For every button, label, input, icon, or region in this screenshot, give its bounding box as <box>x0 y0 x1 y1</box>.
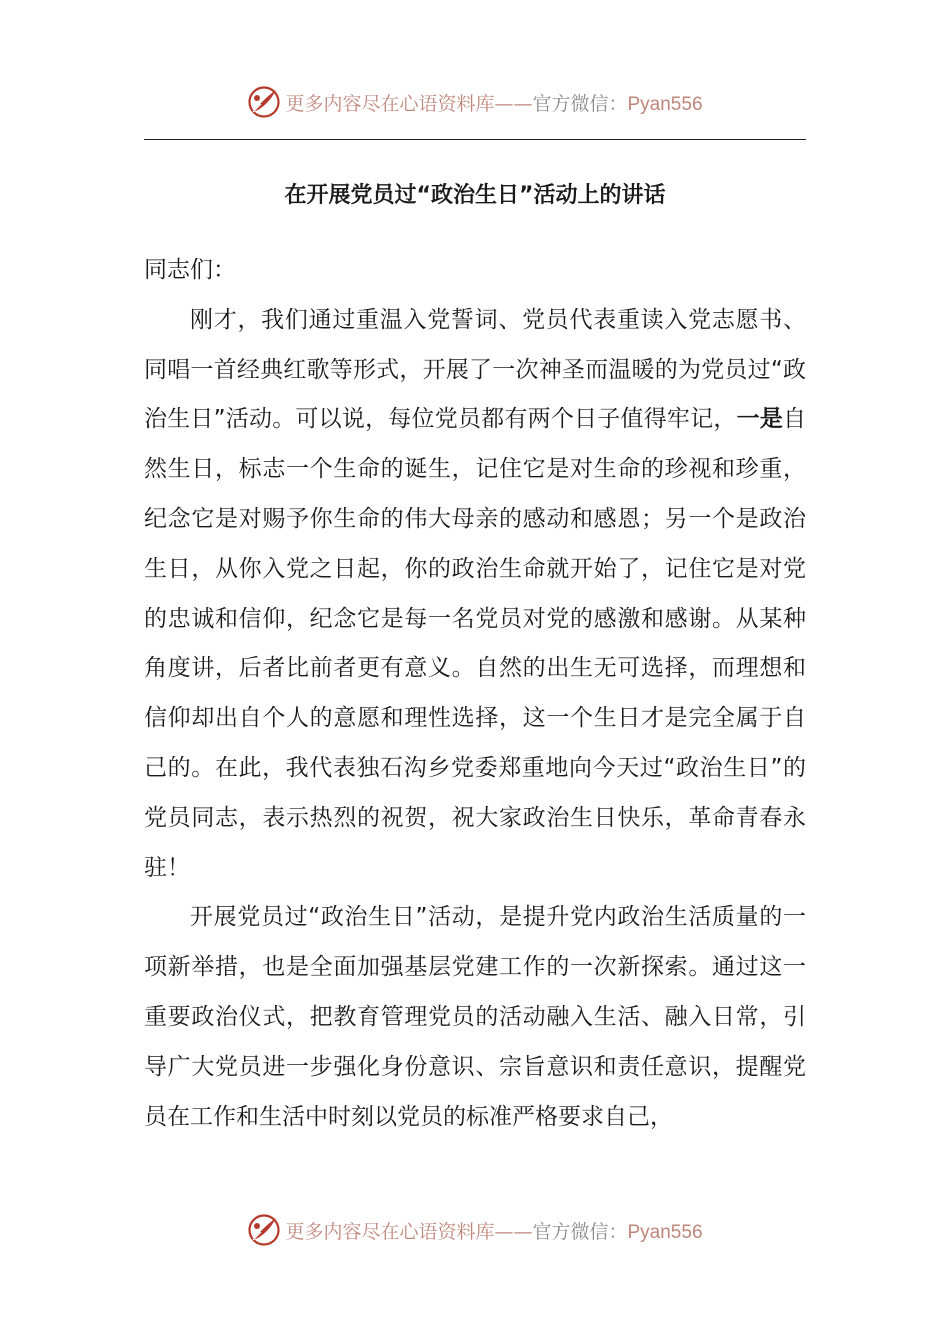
salutation: 同志们： <box>144 257 236 283</box>
footer-banner <box>0 1210 950 1250</box>
document-body <box>144 246 806 1142</box>
footer-banner-wechat-id: Pyan556 <box>627 1221 703 1243</box>
paragraph-1-post: 自然生日，标志一个生命的诞生，记住它是对生命的珍视和珍重，纪念它是对赐予你生命的伟大母亲的感动和感恩；另一个是政治生日，从你入党之日起，你的政治生命就开始了，记住它是对党的忠诚和信仰，纪念它是每一名党员对党的感激和感谢。从某种角度讲，后者比前者更有意义。自然的出生无可选择，而理想和信仰却出自个人的意愿和理性选择，这一个生日才是完全属于自己的。在此，我代表独石沟乡党委郑重地向今天过“政治生日”的党员同志，表示热烈的祝贺，祝大家政治生日快乐，革命青春永驻！ <box>144 406 806 881</box>
document-title: 在开展党员过“政治生日”活动上的讲话 <box>284 183 666 208</box>
header-banner-text <box>285 89 702 116</box>
quill-logo-icon <box>247 1213 281 1247</box>
header-banner-wechat-id: Pyan556 <box>627 93 703 115</box>
footer-banner-text <box>285 1217 702 1244</box>
header-banner <box>0 82 950 122</box>
footer-banner-wechat-label: 官方微信： <box>532 1220 628 1243</box>
quill-logo-icon <box>247 85 281 119</box>
paragraph-2: 开展党员过“政治生日”活动，是提升党内政治生活质量的一项新举措，也是全面加强基层党建工作的一次新探索。通过这一重要政治仪式，把教育管理党员的活动融入生活、融入日常，引导广大党员进一步强化身份意识、宗旨意识和责任意识，提醒党员在工作和生活中时刻以党员的标准严格要求自己， <box>144 904 806 1130</box>
paragraph-1-pre: 刚才，我们通过重温入党誓词、党员代表重读入党志愿书、同唱一首经典红歌等形式，开展了一次神圣而温暖的为党员过“政治生日”活动。可以说，每位党员都有两个日子值得牢记， <box>144 306 806 433</box>
header-banner-wechat-label: 官方微信： <box>532 92 628 115</box>
header-banner-main: 更多内容尽在心语资料库 <box>285 92 495 115</box>
paragraph-1 <box>144 296 806 894</box>
footer-banner-main: 更多内容尽在心语资料库 <box>285 1220 495 1243</box>
paragraph-1-bold: 一是 <box>736 406 783 433</box>
header-banner-dash: —— <box>494 92 533 115</box>
footer-banner-dash: —— <box>494 1220 533 1243</box>
header-divider <box>144 139 806 140</box>
